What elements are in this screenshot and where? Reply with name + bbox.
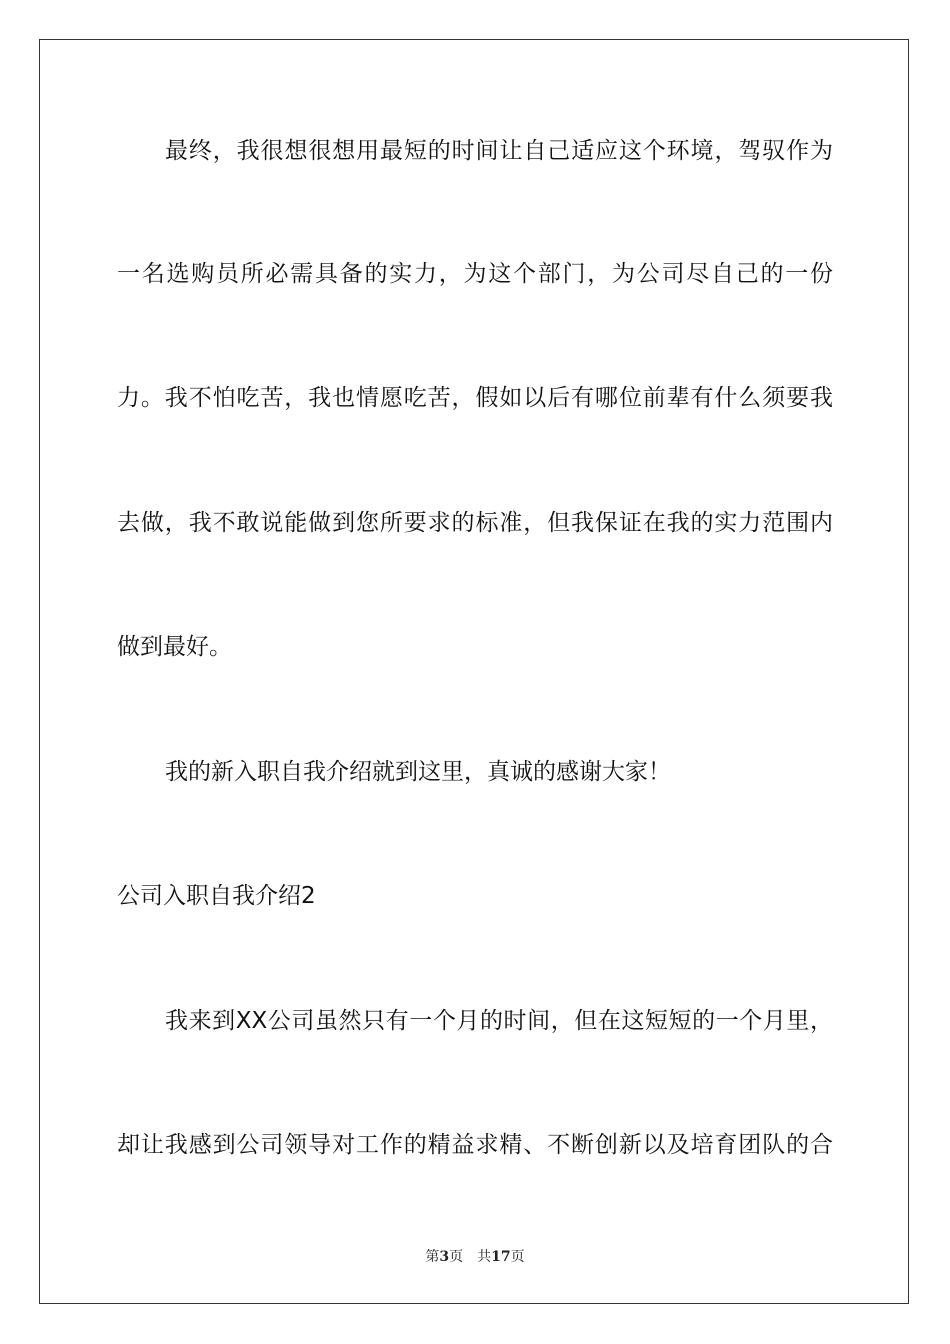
- footer-page-prefix: 第: [425, 1249, 440, 1265]
- footer-page-current: 3: [439, 1249, 450, 1265]
- footer-total-suffix: 页: [510, 1249, 525, 1265]
- footer-page-total: 17: [491, 1249, 511, 1265]
- paragraph-line-8: 却让我感到公司领导对工作的精益求精、不断创新以及培育团队的合: [117, 1132, 833, 1158]
- paragraph-line-2: 一名选购员所必需具备的实力，为这个部门，为公司尽自己的一份: [117, 261, 833, 287]
- paragraph-line-3: 力。我不怕吃苦，我也情愿吃苦，假如以后有哪位前辈有什么须要我: [117, 385, 833, 411]
- section-heading: 公司入职自我介绍2: [117, 883, 316, 909]
- footer-page-suffix: 页: [449, 1249, 464, 1265]
- page-border: [39, 39, 909, 1304]
- footer-total-prefix: 共: [477, 1249, 492, 1265]
- paragraph-line-6: 我的新入职自我介绍就到这里，真诚的感谢大家！: [165, 759, 671, 785]
- paragraph-line-5: 做到最好。: [117, 634, 232, 660]
- paragraph-line-7: 我来到XX公司虽然只有一个月的时间，但在这短短的一个月里，: [165, 1008, 833, 1034]
- paragraph-line-4: 去做，我不敢说能做到您所要求的标准，但我保证在我的实力范围内: [117, 510, 833, 536]
- page-footer: [0, 1246, 950, 1266]
- paragraph-line-1: 最终，我很想很想用最短的时间让自己适应这个环境，驾驭作为: [165, 138, 833, 164]
